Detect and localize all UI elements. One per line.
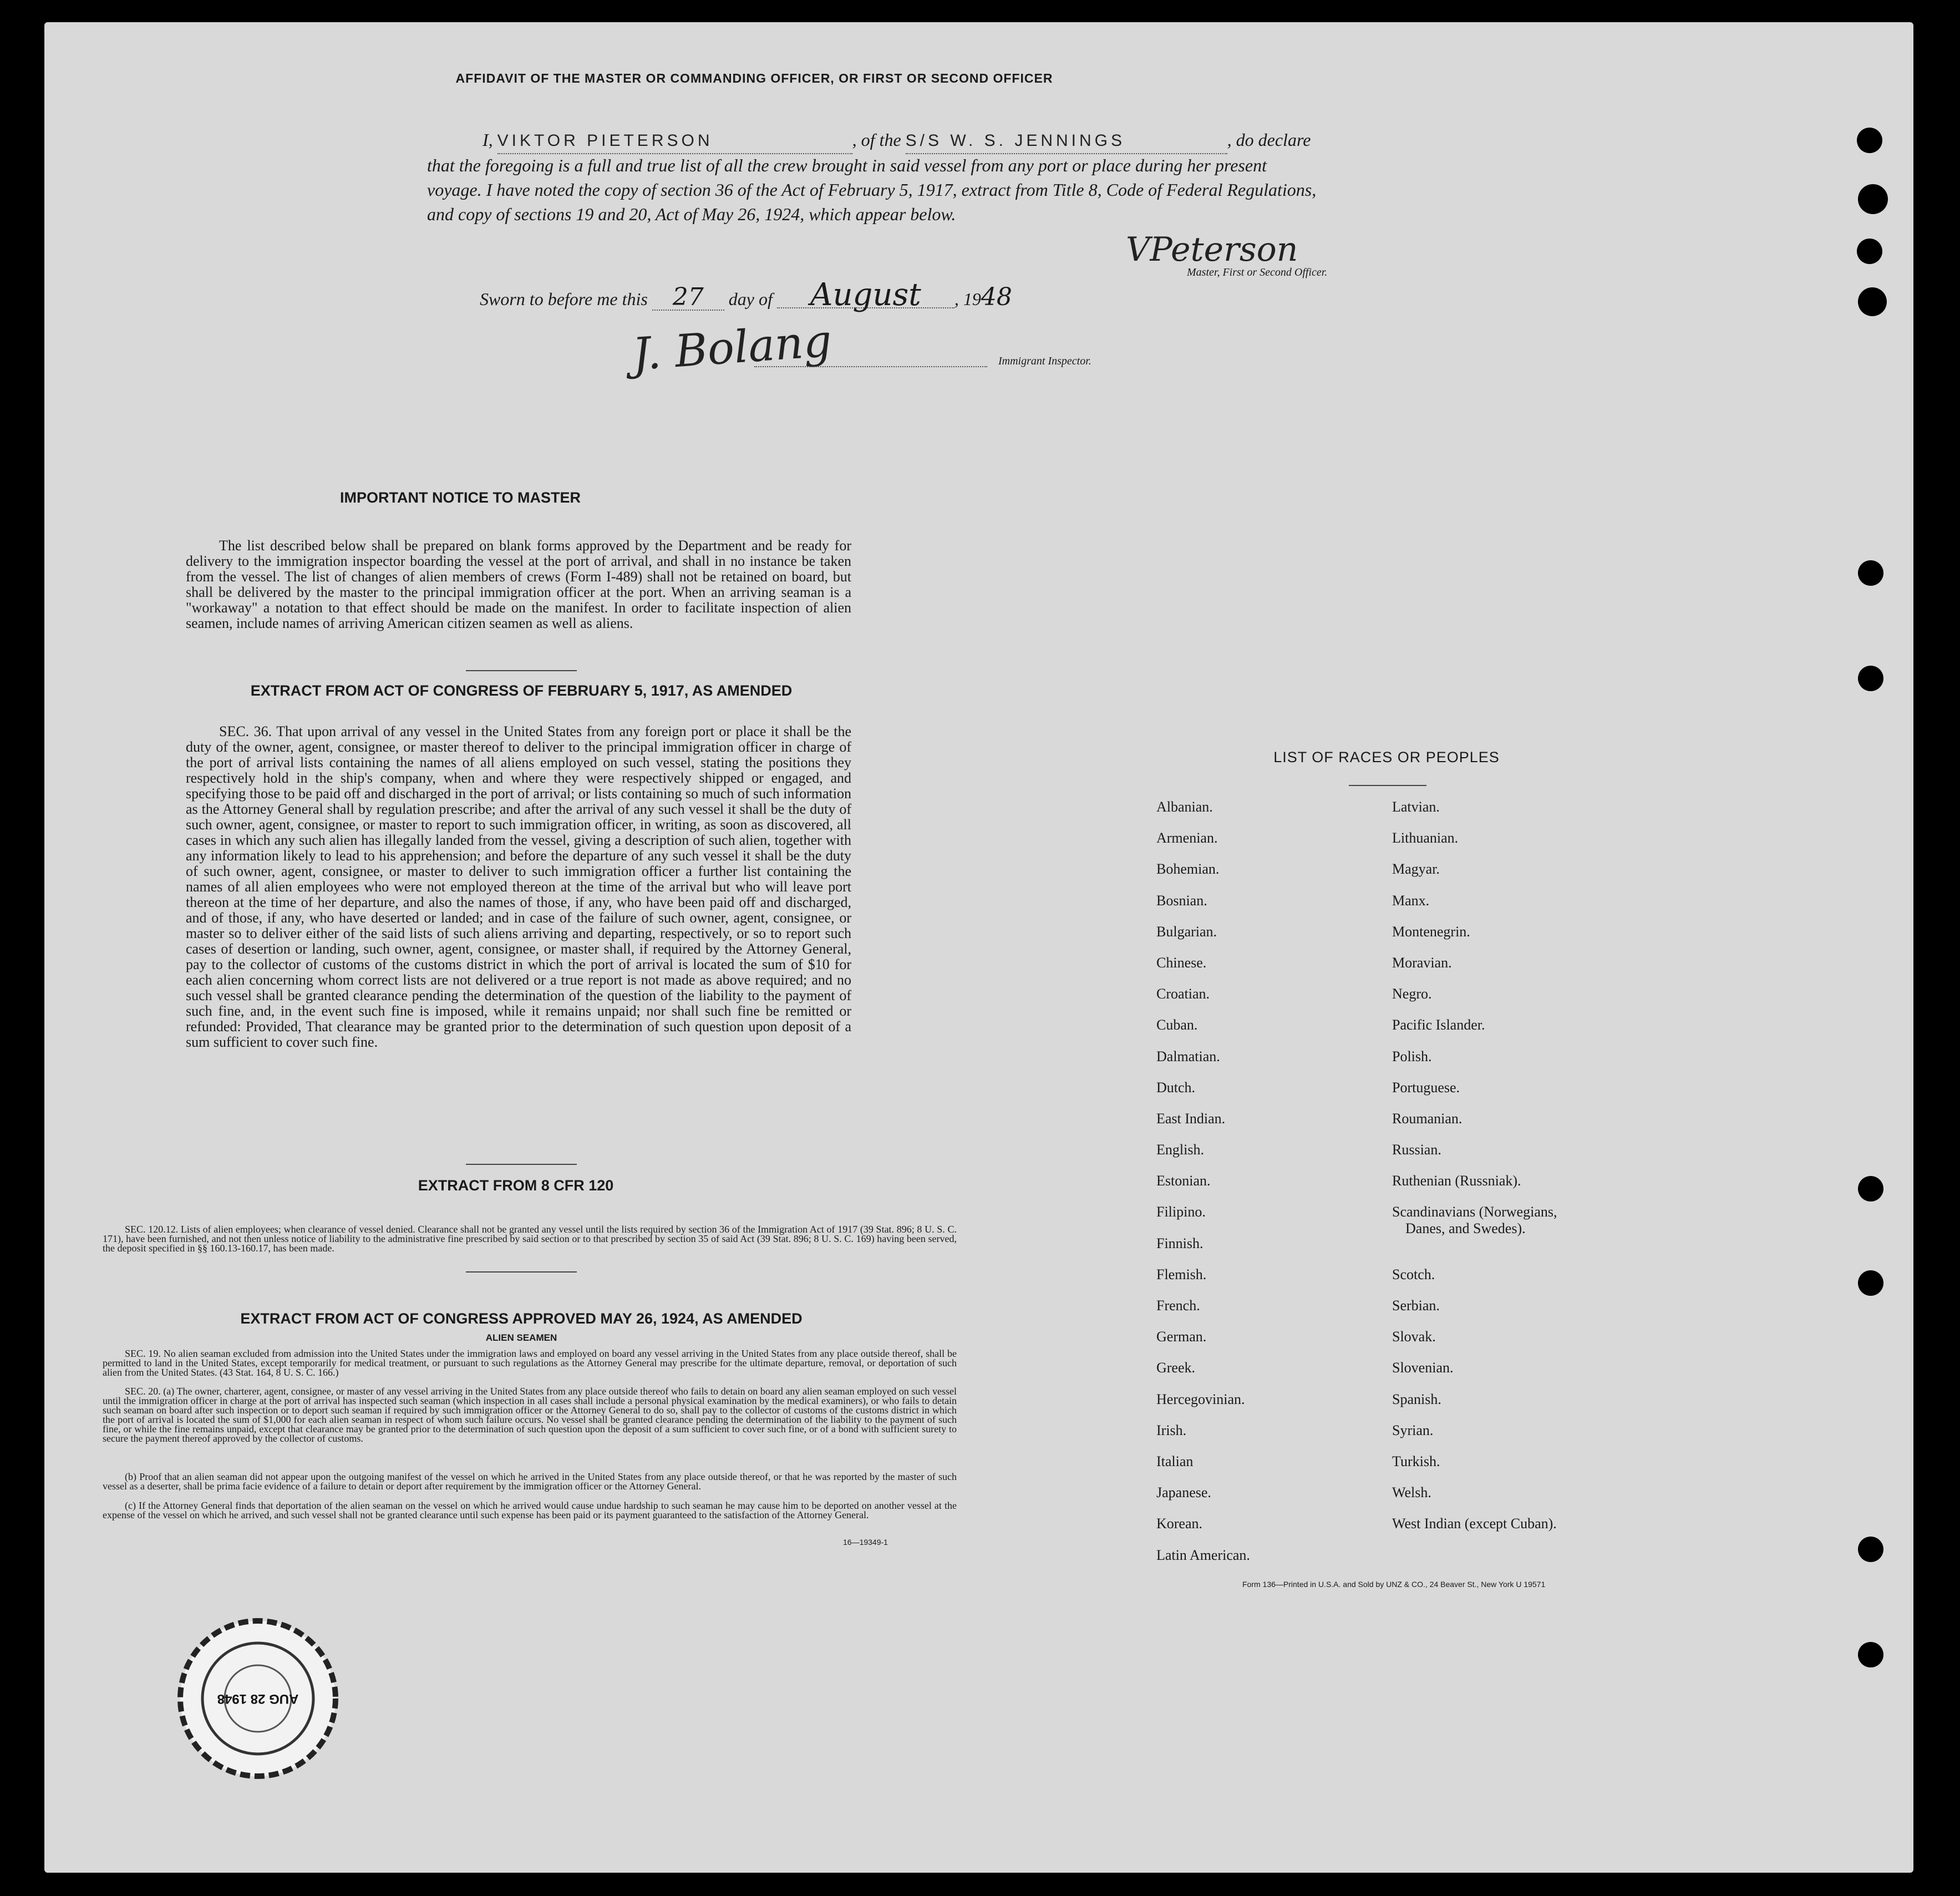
race-item: Danes, and Swedes). <box>1405 1220 1526 1237</box>
race-item: Estonian. <box>1156 1173 1211 1189</box>
year-suffix: 48 <box>981 283 1012 311</box>
binder-hole <box>1858 1642 1883 1667</box>
race-item: Scotch. <box>1392 1266 1435 1282</box>
race-item: Italian <box>1156 1453 1194 1469</box>
race-item: Spanish. <box>1392 1391 1441 1407</box>
race-item: Dalmatian. <box>1156 1048 1220 1064</box>
sec20c-text: (c) If the Attorney General finds that deportation of the alien seaman on the vessel on which he arrived would cause undue hardship to such seaman he may cause him to be deported on another vessel at the expense of the vessel on which he arrived, and such vessel shall not be granted clearance until such expense has been paid or its payment guaranteed to the satisfaction of the Attorney General. <box>103 1500 957 1520</box>
inspector-signature-line <box>754 366 987 367</box>
race-item: Irish. <box>1156 1422 1187 1438</box>
binder-hole <box>1858 1537 1883 1562</box>
divider-2 <box>466 1164 577 1165</box>
of-the-label: , of the <box>852 130 901 150</box>
race-item: Latin American. <box>1156 1547 1250 1563</box>
divider-1 <box>466 670 577 671</box>
race-item: Serbian. <box>1392 1297 1440 1314</box>
race-item: Russian. <box>1392 1142 1441 1158</box>
race-item: Syrian. <box>1392 1422 1434 1438</box>
race-item: German. <box>1156 1329 1207 1345</box>
race-item: Slovenian. <box>1392 1360 1454 1376</box>
race-item: Korean. <box>1156 1515 1203 1532</box>
sec20a-text: SEC. 20. (a) The owner, charterer, agent, consignee, or master of any vessel arriving in the United States from any place outside thereof who fails to detain on board any alien seaman employed on such vessel until the immigration officer in charge at the port of arrival has inspected such seaman (which inspection in all cases shall include a personal physical examination by the medical examiners), or who fails to detain such seaman on board after such inspection or to deport such seaman if required by such immigration officer or the Attorney General to do so, shall pay to the collector of customs of the customs district in which the port of arrival is located the sum of $1,000 for each alien seaman in respect of whom such failure occurs. No vessel shall be granted clearance pending the determination of the liability to the payment of such fine, or while the fine remains unpaid, except that clearance may be granted prior to the determination of such question upon the deposit of a sum sufficient to cover such fine, or of a bond with sufficient surety to secure the payment thereof approved by the collector of customs. <box>103 1386 957 1444</box>
notice-heading: IMPORTANT NOTICE TO MASTER <box>340 489 581 506</box>
binder-hole <box>1858 560 1883 586</box>
binder-hole <box>1857 128 1882 153</box>
document-page <box>44 22 1913 1873</box>
inspector-signature: J. Bolang <box>631 315 834 381</box>
master-name-field: VIKTOR PIETERSON <box>497 129 852 154</box>
declaration-line-1 <box>483 128 1514 154</box>
binder-hole <box>1857 239 1882 264</box>
race-item: Roumanian. <box>1392 1110 1463 1127</box>
race-item: Magyar. <box>1392 861 1440 878</box>
race-item: Ruthenian (Russniak). <box>1392 1173 1521 1189</box>
race-item: Negro. <box>1392 986 1432 1002</box>
vessel-name-field: S/S W. S. JENNINGS <box>906 129 1227 154</box>
race-item: Moravian. <box>1392 954 1452 971</box>
declaration-line-2: that the foregoing is a full and true list of all the crew brought in said vessel from any port or place during her present <box>427 155 1267 175</box>
binder-hole <box>1858 1270 1883 1296</box>
race-item: Bosnian. <box>1156 892 1207 909</box>
inspector-caption: Immigrant Inspector. <box>998 355 1091 367</box>
sec19-text: SEC. 19. No alien seaman excluded from admission into the United States under the immigration laws and employed on board any vessel arriving in the United States from any place outside thereof, shall be permitted to land in the United States, except temporarily for medical treatment, or pursuant to such regulations as the Attorney General may prescribe for the ultimate departure, removal, or deportation of such alien from the United States. (43 Stat. 164, 8 U. S. C. 166.) <box>103 1348 957 1378</box>
divider-3 <box>466 1271 577 1273</box>
race-item: Cuban. <box>1156 1017 1198 1033</box>
cfr-heading: EXTRACT FROM 8 CFR 120 <box>418 1177 614 1194</box>
stamp-date: AUG 28 1948 <box>217 1691 299 1706</box>
declaration-line-3: voyage. I have noted the copy of section 36 of the Act of February 5, 1917, extract from Title 8, Code of Federal Regulations, <box>427 180 1317 200</box>
cfr-text: SEC. 120.12. Lists of alien employees; when clearance of vessel denied. Clearance shall not be granted any vessel until the lists required by section 36 of the Immigration Act of 1917 (39 Stat. 896; 8 U. S. C. 171), have been furnished, and not then unless notice of liability to the administrative fine prescribed by said section or to that prescribed by section 35 of said Act (39 Stat. 896; 8 U. S. C. 169) having been served, the deposit specified in §§ 160.13-160.17, has been made. <box>103 1224 957 1254</box>
extract-1924-heading: EXTRACT FROM ACT OF CONGRESS APPROVED MAY 26, 1924, AS AMENDED <box>240 1310 803 1327</box>
binder-hole <box>1858 184 1888 214</box>
affidavit-title: AFFIDAVIT OF THE MASTER OR COMMANDING OFFICER, OR FIRST OR SECOND OFFICER <box>455 71 1053 85</box>
races-left-column <box>1156 799 1378 1578</box>
races-heading: LIST OF RACES OR PEOPLES <box>1273 749 1500 766</box>
race-item: Lithuanian. <box>1392 830 1459 846</box>
races-right-column <box>1392 799 1703 1547</box>
race-item: Turkish. <box>1392 1453 1440 1469</box>
year-prefix: , 19 <box>954 289 981 309</box>
race-item: East Indian. <box>1156 1110 1226 1127</box>
race-item: Bulgarian. <box>1156 923 1217 940</box>
sworn-prefix: Sworn to before me this <box>480 289 648 309</box>
race-item: Croatian. <box>1156 986 1210 1002</box>
race-item: West Indian (except Cuban). <box>1392 1515 1557 1532</box>
day-of-label: day of <box>728 289 773 309</box>
sworn-day-field: 27 <box>652 285 724 311</box>
race-item: Greek. <box>1156 1360 1196 1376</box>
binder-hole <box>1858 287 1887 316</box>
race-item: Japanese. <box>1156 1484 1211 1501</box>
immigration-stamp <box>175 1615 341 1782</box>
race-item: Montenegrin. <box>1392 923 1470 940</box>
race-item: Manx. <box>1392 892 1430 909</box>
master-caption: Master, First or Second Officer. <box>1187 266 1328 278</box>
form-number: 16—19349-1 <box>843 1538 888 1547</box>
race-item: Hercegovinian. <box>1156 1391 1245 1407</box>
races-divider <box>1349 785 1426 786</box>
race-item: French. <box>1156 1297 1200 1314</box>
extract-1917-text: SEC. 36. That upon arrival of any vessel in the United States from any foreign port or place it shall be the duty of the owner, agent, consignee, or master thereof to deliver to the principal immigration officer in charge of the port of arrival lists containing the names of all aliens employed on such vessel, stating the positions they respectively hold in the ship's company, when and where they were respectively shipped or engaged, and specifying those to be paid off and discharged in the port of arrival; or lists containing so much of such information as the Attorney General shall by regulation prescribe; and after the arrival of any such vessel it shall be the duty of such owner, agent, consignee, or master to report to such immigration officer, in writing, as soon as discovered, all cases in which any such alien has illegally landed from the vessel, giving a description of such alien, together with any information likely to lead to his apprehension; and before the departure of any such vessel it shall be the duty of such owner, agent, consignee, or master to deliver to such immigration officer a further list containing the names of all alien employees who were not employed thereon at the time of the arrival but who will leave port thereon at the time of her departure, and also the names of those, if any, who have been paid off and discharged, and of those, if any, who have deserted or landed; and in case of the failure of such owner, agent, consignee, or master so to deliver either of the said lists of such aliens arriving and departing, respectively, or so to report such cases of desertion or landing, such owner, agent, consignee, or master shall, if required by the Attorney General, pay to the collector of customs of the customs district in which the port of arrival is located the sum of $10 for each alien concerning whom correct lists are not delivered or a true report is not made as above required; and no such vessel shall be granted clearance pending the determination of the question of the liability to the payment of such fine, and, in the event such fine is imposed, while it remains unpaid; nor shall such fine be remitted or refunded: Provided, That clearance may be granted prior to the determination of such question upon deposit of a sum sufficient to cover such fine. <box>186 723 851 1050</box>
extract-1917-heading: EXTRACT FROM ACT OF CONGRESS OF FEBRUARY 5, 1917, AS AMENDED <box>250 682 793 699</box>
race-item: Chinese. <box>1156 954 1207 971</box>
race-item: Flemish. <box>1156 1266 1207 1282</box>
race-item: Portuguese. <box>1392 1079 1460 1096</box>
alien-seamen-subheading: ALIEN SEAMEN <box>485 1332 557 1343</box>
race-item: Armenian. <box>1156 830 1218 846</box>
race-item: Finnish. <box>1156 1235 1204 1251</box>
declaration-line-4: and copy of sections 19 and 20, Act of May 26, 1924, which appear below. <box>427 204 956 224</box>
sworn-month-field: August <box>777 283 954 308</box>
master-signature: VPeterson <box>1126 230 1298 269</box>
race-item: Pacific Islander. <box>1392 1017 1485 1033</box>
binder-hole <box>1858 666 1883 691</box>
pre-name: I, <box>483 130 493 150</box>
notice-text: The list described below shall be prepared on blank forms approved by the Department and be ready for delivery to the immigration inspector boarding the vessel at the port of arrival, and shall in no instance be taken from the vessel. The list of changes of alien members of crews (Form I-489) shall not be retained on board, but shall be delivered by the master to the principal immigration officer at the port. When an arriving seaman is a "workaway" a notation to that effect should be made on the manifest. In order to facilitate inspection of alien seamen, include names of arriving American citizen seamen as well as aliens. <box>186 538 851 631</box>
race-item: Slovak. <box>1392 1329 1436 1345</box>
race-item: Scandinavians (Norwegians, <box>1392 1204 1557 1220</box>
race-item: Polish. <box>1392 1048 1432 1064</box>
sworn-line <box>480 277 1012 313</box>
sec20b-text: (b) Proof that an alien seaman did not appear upon the outgoing manifest of the vessel on which he arrived in the United States from any place outside thereof, or that he was reported by the master of such vessel as a deserter, shall be prima facie evidence of a failure to detain or deport after requirement by the immigration officer or the Attorney General. <box>103 1471 957 1492</box>
race-item: Bohemian. <box>1156 861 1220 878</box>
race-item: English. <box>1156 1142 1204 1158</box>
do-declare-label: , do declare <box>1227 130 1311 150</box>
race-item: Welsh. <box>1392 1484 1431 1501</box>
race-item: Latvian. <box>1392 799 1440 815</box>
binder-hole <box>1858 1176 1883 1202</box>
race-item: Dutch. <box>1156 1079 1196 1096</box>
race-item: Albanian. <box>1156 799 1213 815</box>
printer-footer: Form 136—Printed in U.S.A. and Sold by UNZ & CO., 24 Beaver St., New York U 19571 <box>1242 1580 1546 1589</box>
race-item: Filipino. <box>1156 1204 1206 1220</box>
